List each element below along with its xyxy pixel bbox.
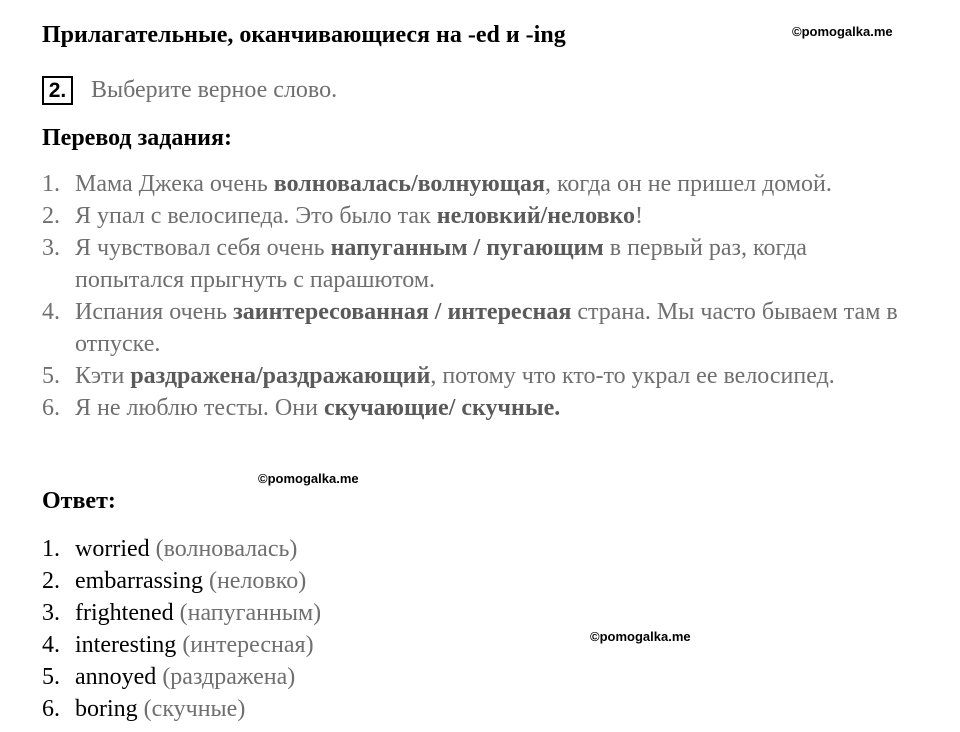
answer-gloss: (интересная) [176,632,314,658]
item-number: 5. [42,664,60,690]
answer-word: worried [75,536,150,562]
answer-word: interesting [75,632,177,658]
item-number: 5. [42,363,60,389]
item-text: ! [635,203,644,229]
item-number: 4. [42,299,60,325]
answer-word: frightened [75,600,174,626]
item-text: Кэти [75,363,131,389]
answer-item [42,565,642,597]
answer-item [42,533,642,565]
item-choice: неловкий/неловко [436,203,636,229]
item-number: 6. [42,395,60,421]
answer-gloss: (раздражена) [156,664,296,690]
item-choice: напуганным / пугающим [330,235,604,261]
item-number: 1. [42,536,60,562]
answer-item [42,629,642,661]
translation-item [42,232,922,296]
item-text: страна. Мы часто бываем там в отпуске. [75,299,898,357]
answer-item [42,693,642,725]
item-choice: заинтересованная / интересная [233,299,572,325]
page-title: Прилагательные, оканчивающиеся на -ed и -ing [42,22,566,48]
answer-word: annoyed [75,664,157,690]
watermark-bottom: ©pomogalka.me [590,629,691,644]
task-row [42,73,337,107]
item-text: , когда он не пришел домой. [544,171,832,197]
watermark-top: ©pomogalka.me [792,24,893,39]
item-number: 1. [42,171,60,197]
item-text: Я чувствовал себя очень [75,235,331,261]
item-choice: волновалась/волнующая [273,171,545,197]
answer-word: boring [75,696,138,722]
item-number: 2. [42,568,60,594]
item-choice: скучающие/ скучные. [323,395,561,421]
answer-item [42,597,642,629]
answer-list [42,533,642,725]
item-number: 3. [42,235,60,261]
item-text: Испания очень [75,299,234,325]
item-text: Я не люблю тесты. Они [75,395,324,421]
item-number: 4. [42,632,60,658]
item-number: 2. [42,203,60,229]
answer-word: embarrassing [75,568,203,594]
item-number: 3. [42,600,60,626]
answer-gloss: (скучные) [137,696,246,722]
task-instruction: Выберите верное слово. [91,76,338,103]
item-text: в первый раз, когда попытался прыгнуть с парашютом. [75,235,807,293]
translation-item [42,168,922,200]
translation-heading: Перевод задания: [42,125,232,151]
translation-item [42,360,922,392]
answer-gloss: (неловко) [202,568,307,594]
translation-item [42,200,922,232]
task-number-box: 2. [42,76,73,105]
answer-gloss: (напуганным) [173,600,322,626]
item-number: 6. [42,696,60,722]
translation-list [42,168,922,424]
answer-gloss: (волновалась) [149,536,298,562]
answer-item [42,661,642,693]
translation-item [42,296,922,360]
item-text: , потому что кто-то украл ее велосипед. [430,363,835,389]
item-choice: раздражена/раздражающий [130,363,431,389]
answer-heading: Ответ: [42,488,116,514]
watermark-middle: ©pomogalka.me [258,471,359,486]
translation-item [42,392,922,424]
item-text: Я упал с велосипеда. Это было так [75,203,437,229]
item-text: Мама Джека очень [75,171,274,197]
